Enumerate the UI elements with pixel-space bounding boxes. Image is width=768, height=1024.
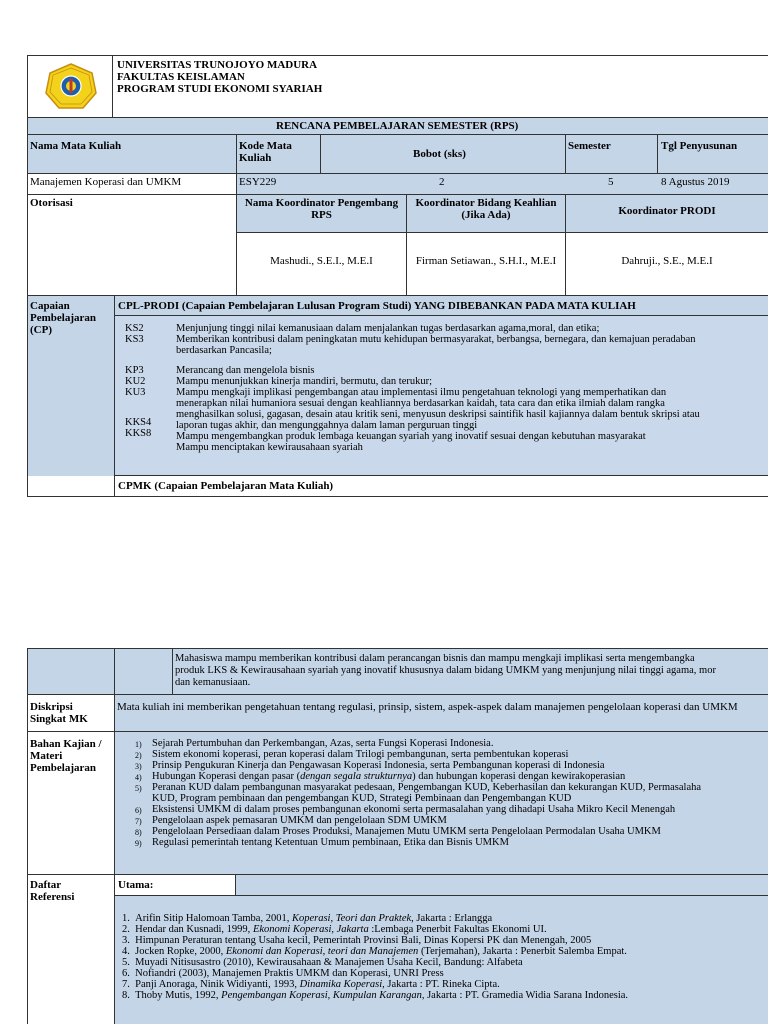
material-item: Eksistensi UMKM di dalam proses pembangunan ekonomi serta permasalahan yang dihadapi Usaha Mikro Kecil Menengah bbox=[152, 804, 676, 815]
cpmk-header: CPMK (Capaian Pembelajaran Mata Kuliah) bbox=[118, 480, 334, 492]
material-number: 6) bbox=[135, 806, 142, 815]
cpl-line: laporan tugas akhir, dan mengunggahnya dalam laman perguruan tinggi bbox=[176, 420, 478, 431]
field-coord-header-2: (Jika Ada) bbox=[461, 209, 511, 221]
course-name-header: Nama Mata Kuliah bbox=[30, 140, 122, 152]
cpl-line: berdasarkan Pancasila; bbox=[176, 345, 272, 356]
course-name-value: Manajemen Koperasi dan UMKM bbox=[30, 176, 182, 188]
prodi-coord-header: Koordinator PRODI bbox=[618, 205, 716, 217]
cpl-line: Mampu menunjukkan kinerja mandiri, bermutu, dan terukur; bbox=[176, 376, 433, 387]
reference-item: 8. Thoby Mutis, 1992, Pengembangan Koperasi, Kumpulan Karangan, Jakarta : PT. Gramedia Widia Sarana Indonesia. bbox=[122, 990, 629, 1001]
material-item: Regulasi pemerintah tentang Ketentuan Umum pembinaan, Etika dan Bisnis UMKM bbox=[152, 837, 509, 848]
prodi-coord-name: Dahruji., S.E., M.E.I bbox=[621, 255, 713, 267]
material-item: Hubungan Koperasi dengan pasar (dengan segala strukturnya) dan hubungan koperasi dengan kewirakoperasian bbox=[152, 771, 626, 782]
materials-label-1: Bahan Kajian / bbox=[30, 738, 102, 750]
cpl-code: KU2 bbox=[125, 376, 146, 387]
cp-label-1: Capaian bbox=[30, 300, 70, 312]
material-number: 2) bbox=[135, 751, 142, 760]
material-item: KUD, Program pembinaan dan pengembangan KUD, Strategi Pembinaan dan Pengembangan KUD bbox=[152, 793, 572, 804]
material-item: Sistem ekonomi koperasi, peran koperasi dalam Trilogi pembangunan, serta pembentukan koperasi bbox=[152, 749, 569, 760]
cpl-prodi-header: CPL-PRODI (Capaian Pembelajaran Lulusan Program Studi) YANG DIBEBANKAN PADA MATA KULIAH bbox=[118, 300, 636, 312]
cpl-line: Merancang dan mengelola bisnis bbox=[176, 365, 315, 376]
reference-item: 7. Panji Anoraga, Ninik Widiyanti, 1993, Dinamika Koperasi, Jakarta : PT. Rineka Cipta. bbox=[122, 979, 500, 990]
cpl-code: KKS4 bbox=[125, 417, 152, 428]
cpl-code: KKS8 bbox=[125, 428, 152, 439]
university-name: UNIVERSITAS TRUNOJOYO MADURA bbox=[117, 59, 318, 71]
doc-title: RENCANA PEMBELAJARAN SEMESTER (RPS) bbox=[276, 120, 519, 132]
material-number: 5) bbox=[135, 784, 142, 793]
reference-item: 3. Himpunan Peraturan tentang Usaha kecil, Pemerintah Provinsi Bali, Dinas Kopersi PK dan Menengah, 2005 bbox=[122, 935, 592, 946]
desc-label-2: Singkat MK bbox=[30, 713, 88, 725]
cpl-line: Memberikan kontribusi dalam peningkatan mutu kehidupan bermasyarakat, berbangsa, bernegara, dan kemajuan peradaban bbox=[176, 334, 696, 345]
cpl-code: KS3 bbox=[125, 334, 144, 345]
credits-value: 2 bbox=[439, 176, 445, 188]
program-name: PROGRAM STUDI EKONOMI SYARIAH bbox=[117, 83, 323, 95]
reference-item: 2. Hendar dan Kusnadi, 1999, Ekonomi Koperasi, Jakarta :Lembaga Penerbit Fakultas Ekonomi UI. bbox=[122, 924, 547, 935]
material-number: 7) bbox=[135, 817, 142, 826]
materials-label-3: Pembelajaran bbox=[30, 762, 96, 774]
cpl-line: Mampu mengembangkan produk lembaga keuangan syariah yang inovatif sesuai dengan kebutuhan masyarakat bbox=[176, 431, 646, 442]
reference-item: 4. Jocken Ropke, 2000, Ekonomi dan Koperasi, teori dan Manajemen (Terjemahan), Jakarta : Penerbit Salemba Empat. bbox=[122, 946, 627, 957]
material-item: Prinsip Pengukuran Kinerja dan Pengawasan Koperasi Indonesia, serta Pembangunan koperasi di Indonesia bbox=[152, 760, 605, 771]
materials-label-2: Materi bbox=[30, 750, 63, 762]
ref-label-1: Daftar bbox=[30, 879, 62, 891]
material-item: Peranan KUD dalam pembangunan masyarakat pedesaan, Pengembangan KUD, Keberhasilan dan kekurangan KUD, Permasalaha bbox=[152, 782, 702, 793]
date-value: 8 Agustus 2019 bbox=[661, 176, 730, 188]
material-item: Sejarah Pertumbuhan dan Perkembangan, Azas, serta Fungsi Koperasi Indonesia. bbox=[152, 738, 494, 749]
desc-label-1: Diskripsi bbox=[30, 701, 73, 713]
reference-item: 6. Nofiandri (2003), Manajemen Praktis UMKM dan Koperasi, UNRI Press bbox=[122, 968, 444, 979]
course-description: Mata kuliah ini memberikan pengetahuan tentang regulasi, prinsip, sistem, aspek-aspek dalam manajemen pengelolaan koperasi dan UMKM bbox=[117, 701, 738, 713]
cpl-line: menerapkan nilai humaniora sesuai dengan keahliannya berdasarkan kaidah, tata cara dan etika ilmiah dalam rangka bbox=[176, 398, 665, 409]
cpl-code: KU3 bbox=[125, 387, 146, 398]
material-number: 8) bbox=[135, 828, 142, 837]
semester-header: Semester bbox=[568, 140, 611, 152]
material-item: Pengelolaan aspek pemasaran UMKM dan pengelolaan SDM UMKM bbox=[152, 815, 447, 826]
reference-item: 5. Muyadi Nitisusastro (2010), Kewirausahaan & Manajemen Usaha Kecil, Bandung: Alfabeta bbox=[122, 957, 523, 968]
material-number: 3) bbox=[135, 762, 142, 771]
cp-label-3: (CP) bbox=[30, 324, 52, 336]
field-coord-name: Firman Setiawan., S.H.I., M.E.I bbox=[415, 255, 557, 267]
cpl-line: Mampu mengkaji implikasi pengembangan atau implementasi ilmu pengetahuan teknologi yang memperhatikan dan bbox=[176, 387, 667, 398]
course-code-header-1: Kode Mata bbox=[239, 140, 292, 152]
cpmk-line: produk LKS & Kewirausahaan syariah yang inovatif khususnya dalam bidang UMKM yang menjunjung nilai tinggi agama, mor bbox=[175, 665, 716, 676]
university-logo bbox=[45, 63, 97, 109]
material-number: 4) bbox=[135, 773, 142, 782]
cpmk-line: Mahasiswa mampu memberikan kontribusi dalam perancangan bisnis dan mampu mengkaji implikasi serta mengembangka bbox=[175, 653, 695, 664]
cpl-code: KP3 bbox=[125, 365, 144, 376]
course-code-header-2: Kuliah bbox=[239, 152, 272, 164]
authorization-label: Otorisasi bbox=[30, 197, 73, 209]
course-code-value: ESY229 bbox=[239, 176, 277, 188]
cpl-line: menghasilkan solusi, gagasan, desain atau kritik seni, menyusun deskripsi saintifik hasil kajiannya dalam bentuk skripsi atau bbox=[176, 409, 700, 420]
credits-header: Bobot (sks) bbox=[413, 148, 466, 160]
faculty-name: FAKULTAS KEISLAMAN bbox=[117, 71, 245, 83]
dev-coord-header-2: RPS bbox=[311, 209, 332, 221]
material-number: 9) bbox=[135, 839, 142, 848]
cp-label-2: Pembelajaran bbox=[30, 312, 96, 324]
semester-value: 5 bbox=[608, 176, 614, 188]
cpl-code: KS2 bbox=[125, 323, 144, 334]
dev-coord-name: Mashudi., S.E.I., M.E.I bbox=[270, 255, 373, 267]
reference-item: 1. Arifin Sitip Halomoan Tamba, 2001, Koperasi, Teori dan Praktek, Jakarta : Erlangga bbox=[122, 913, 493, 924]
date-header: Tgl Penyusunan bbox=[661, 140, 738, 152]
ref-main-label: Utama: bbox=[118, 879, 154, 891]
material-item: Pengelolaan Persediaan dalam Proses Produksi, Manajemen Mutu UMKM serta Pengelolaan Permodalan Usaha UMKM bbox=[152, 826, 661, 837]
ref-label-2: Referensi bbox=[30, 891, 75, 903]
material-number: 1) bbox=[135, 740, 142, 749]
dev-coord-header-1: Nama Koordinator Pengembang bbox=[244, 197, 399, 209]
cpl-line: Mampu menciptakan kewirausahaan syariah bbox=[176, 442, 363, 453]
cpmk-line: dan kemanusiaan. bbox=[175, 677, 251, 688]
cpl-line: Menjunjung tinggi nilai kemanusiaan dalam menjalankan tugas berdasarkan agama,moral, dan etika; bbox=[176, 323, 600, 334]
field-coord-header-1: Koordinator Bidang Keahlian bbox=[415, 197, 557, 209]
